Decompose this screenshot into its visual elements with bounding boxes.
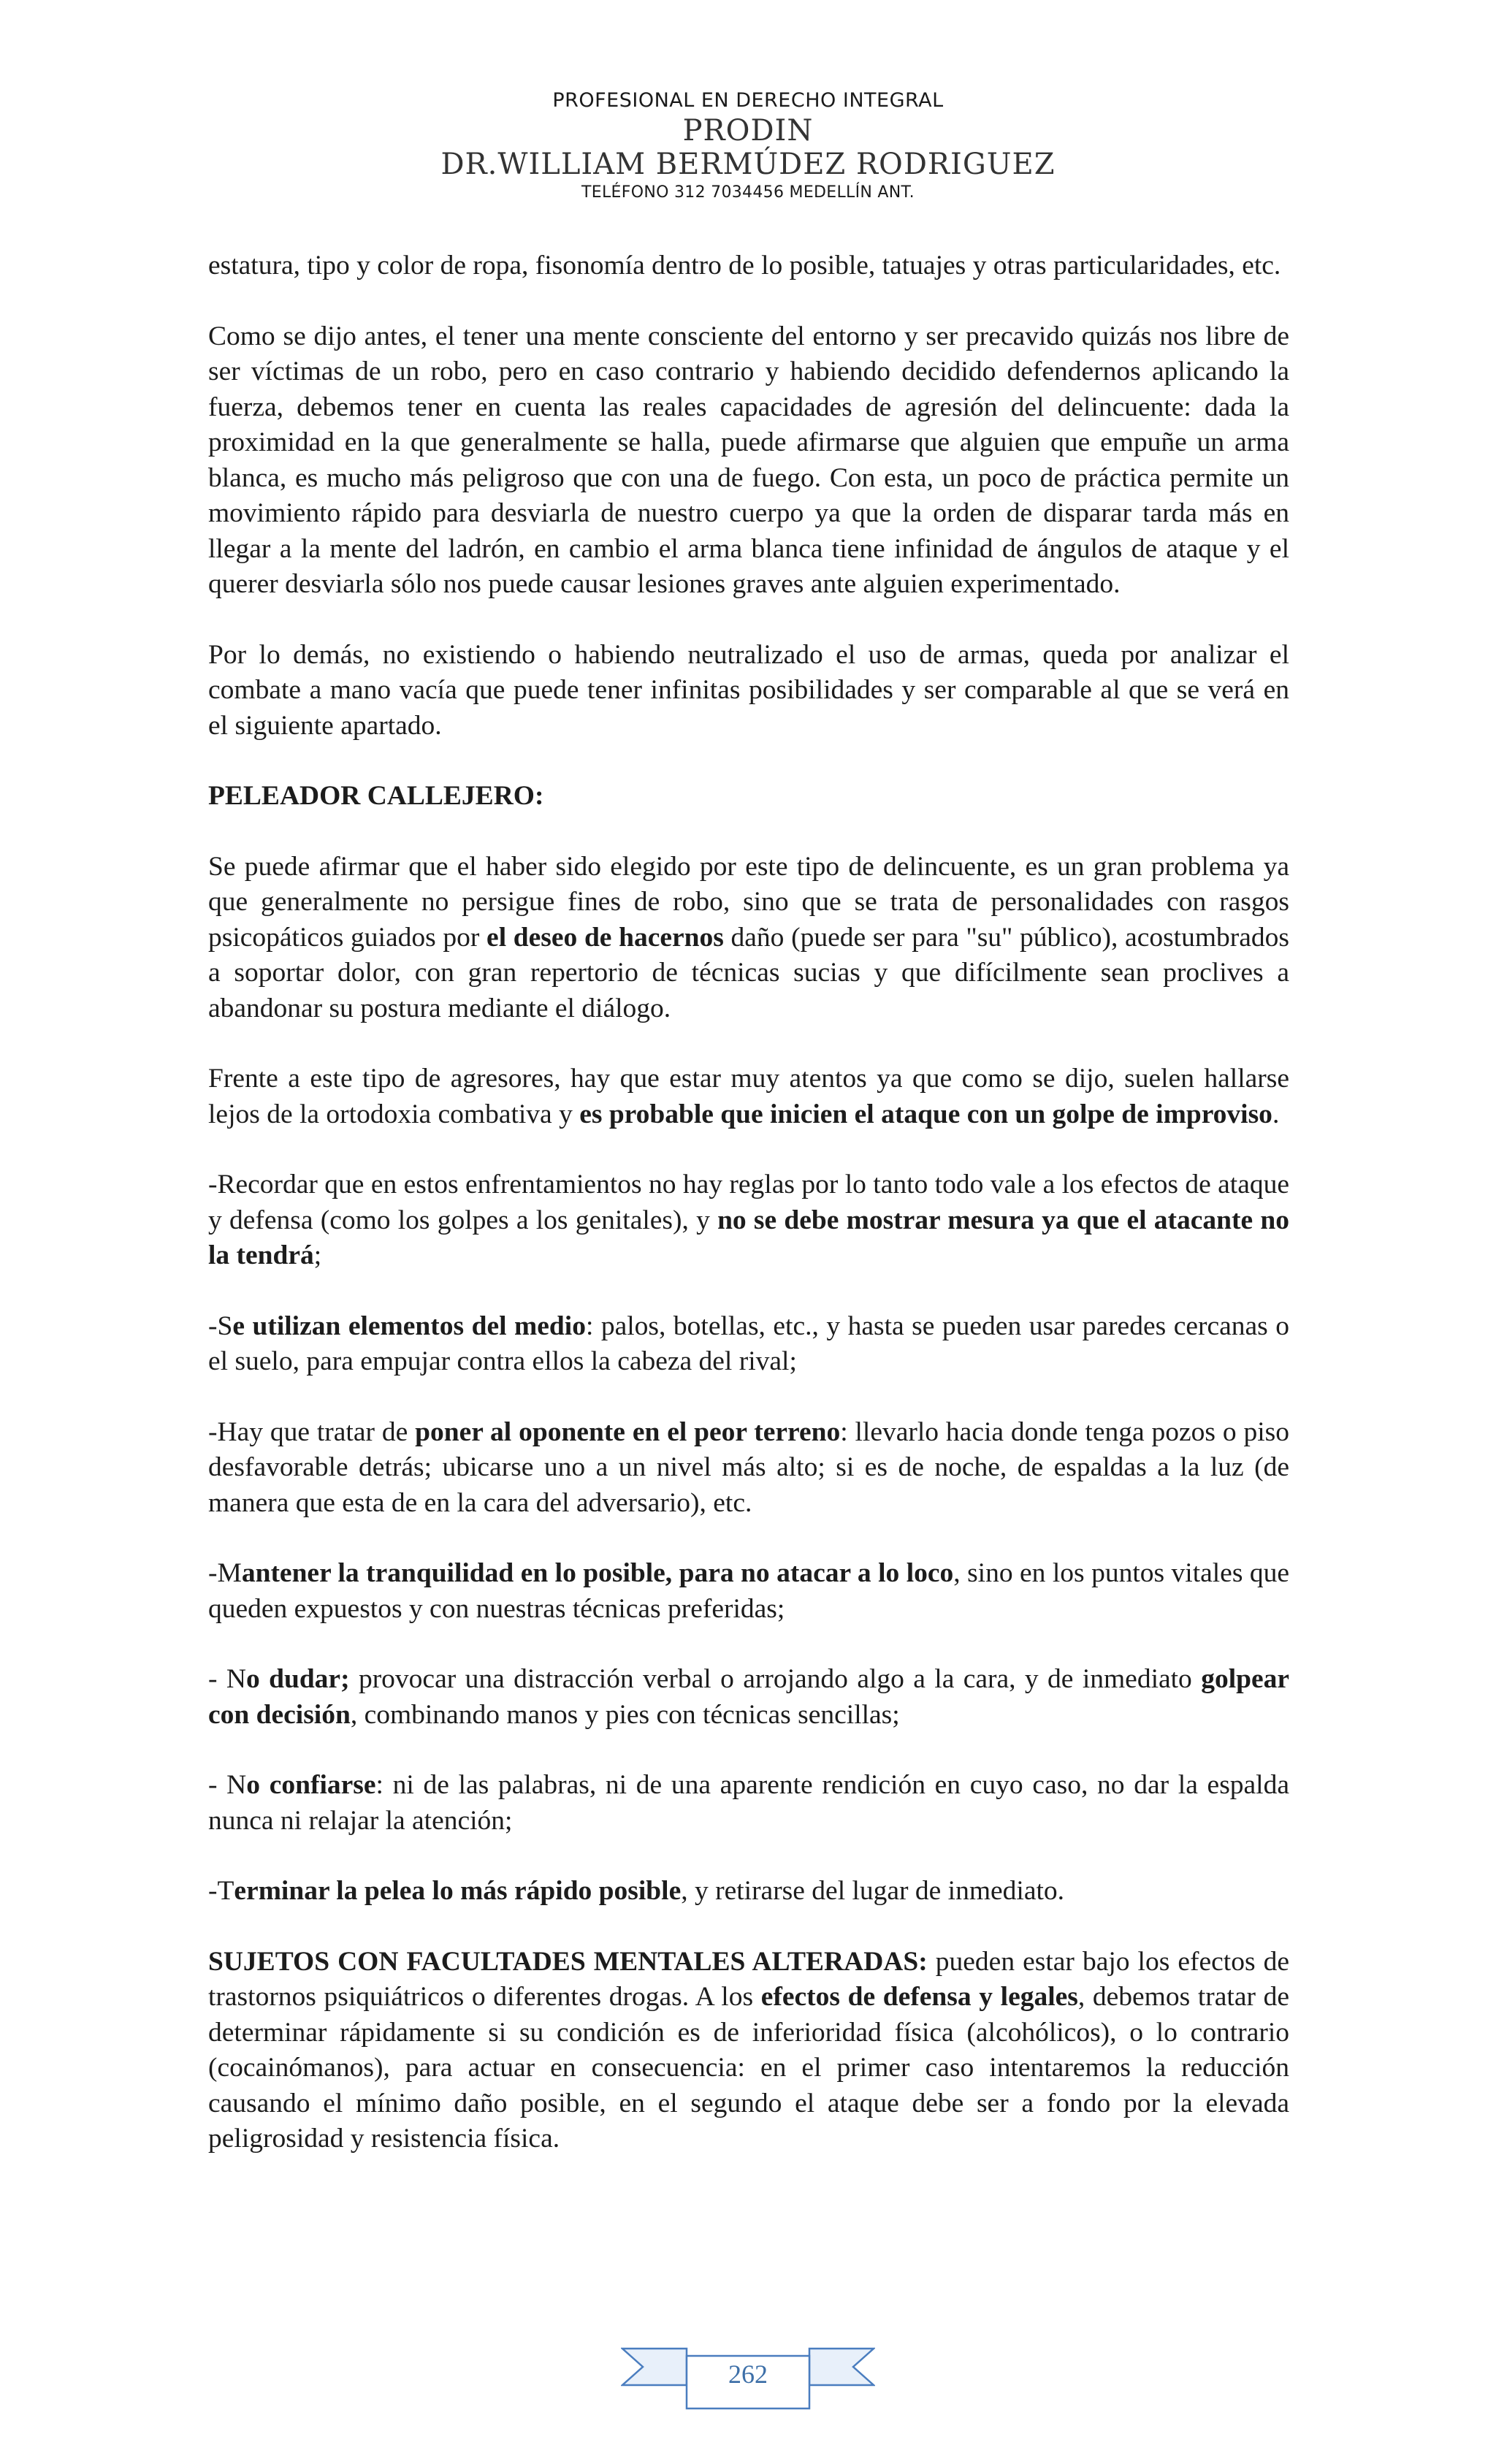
p4-text: Se puede afirmar que el haber sido elegido por este tipo de delincuente, es un gran problema ya que generalmente no persigue fines de robo, sino que se trata de personalidades con rasgos psicopáticos guiados por	[208, 851, 1289, 953]
p13-text-end: , debemos tratar de determinar rápidamente si su condición es de inferioridad física (alcohólicos), o lo contrario (cocainómanos), para actuar en consecuencia: en el primer caso intentaremos la reducción causando el mínimo daño posible, en el segundo el ataque debe ser a fondo por la elevada peligrosidad y resistencia física.	[208, 1982, 1289, 2154]
paragraph-11	[208, 1768, 1289, 1839]
p8-text: -Hay que tratar de	[208, 1416, 416, 1447]
p7-bold: e utilizan elementos del medio	[232, 1311, 586, 1341]
paragraph-3: Por lo demás, no existiendo o habiendo neutralizado el uso de armas, queda por analizar el combate a mano vacía que puede tener infinitas posibilidades y ser comparable al que se verá en el siguiente apartado.	[208, 639, 1289, 741]
document-body	[208, 248, 1289, 2192]
p13-bold-heading: SUJETOS CON FACULTADES MENTALES ALTERADAS:	[208, 1946, 928, 1977]
paragraph-6	[208, 1167, 1289, 1274]
p8-bold: poner al oponente en el peor terreno	[415, 1416, 841, 1447]
paragraph-2: Como se dijo antes, el tener una mente consciente del entorno y ser precavido quizás nos libre de ser víctimas de un robo, pero en caso contrario y habiendo decidido defendernos aplicando la fuerza, debemos tener en cuenta las reales capacidades de agresión del delincuente: dada la proximidad en la que generalmente se halla, puede afirmarse que alguien que empuñe un arma blanca, es mucho más peligroso que con una de fuego. Con esta, un poco de práctica permite un movimiento rápido para desviarla de nuestro cuerpo ya que la orden de disparar tarda más en llegar a la mente del ladrón, en cambio el arma blanca tiene infinidad de ángulos de ataque y el querer desviarla sólo nos puede causar lesiones graves ante alguien experimentado.	[208, 321, 1289, 599]
p6-text-end: ;	[313, 1240, 322, 1270]
p13-text: pueden estar bajo los efectos de trastornos psiquiátricos o diferentes drogas. A los	[208, 1946, 1289, 2012]
paragraph-5	[208, 1061, 1289, 1132]
paragraph-8	[208, 1415, 1289, 1522]
paragraph-1: estatura, tipo y color de ropa, fisonomía dentro de lo posible, tatuajes y otras particularidades, etc.	[208, 251, 1281, 281]
p4-text-end: daño (puede ser para "su" público), acostumbrados a soportar dolor, con gran repertorio de técnicas sucias y que difícilmente sean proclives a abandonar su postura mediante el diálogo.	[208, 922, 1289, 1023]
paragraph-10	[208, 1662, 1289, 1733]
paragraph-4	[208, 850, 1289, 1027]
p10-text: - N	[208, 1664, 246, 1694]
p6-bold: no se debe mostrar mesura ya que el atacante no la tendrá	[208, 1205, 1289, 1270]
p11-text: - N	[208, 1770, 247, 1800]
p9-text: -M	[208, 1558, 242, 1588]
section-heading-text: PELEADOR CALLEJERO:	[208, 781, 544, 811]
p5-text-end: .	[1272, 1099, 1280, 1129]
header-acronym: PRODIN	[682, 114, 814, 148]
header-author: DR.WILLIAM BERMÚDEZ RODRIGUEZ	[440, 148, 1056, 181]
p7-text: -S	[208, 1311, 233, 1341]
paragraph-12	[208, 1874, 1289, 1910]
paragraph-13	[208, 1945, 1289, 2157]
p9-text-end: , sino en los puntos vitales que queden expuestos y con nuestras técnicas preferidas;	[208, 1558, 1290, 1624]
header-phone: TELÉFONO 312 7034456 MEDELLÍN ANT.	[581, 183, 915, 202]
section-heading	[208, 779, 1289, 815]
p12-bold: erminar la pelea lo más rápido posible	[234, 1876, 682, 1906]
page-number-ribbon	[621, 2341, 875, 2414]
p9-bold: antener la tranquilidad en lo posible, para no atacar a lo loco	[241, 1558, 954, 1588]
p5-text: Frente a este tipo de agresores, hay que estar muy atentos ya que como se dijo, suelen hallarse lejos de la ortodoxia combativa y	[208, 1064, 1289, 1129]
p12-text-end: , y retirarse del lugar de inmediato.	[681, 1876, 1065, 1906]
page-number: 262	[728, 2360, 768, 2389]
p10-text-mid: provocar una distracción verbal o arrojando algo a la cara, y de inmediato	[349, 1664, 1202, 1694]
p11-bold: o confiarse	[246, 1770, 376, 1800]
page-header	[0, 88, 1496, 205]
p10-bold-2: golpear con decisión	[208, 1664, 1290, 1730]
p13-bold: efectos de defensa y legales	[760, 1982, 1078, 2012]
p7-text-end: : palos, botellas, etc., y hasta se pueden usar paredes cercanas o el suelo, para empujar contra ellos la cabeza del rival;	[208, 1311, 1289, 1376]
paragraph-9	[208, 1556, 1289, 1627]
paragraph-7	[208, 1309, 1289, 1380]
p4-bold: el deseo de hacernos	[486, 922, 724, 953]
p8-text-end: : llevarlo hacia donde tenga pozos o piso desfavorable detrás; ubicarse uno a un nivel más alto; si es de noche, de espaldas a la luz (de manera que esta de en la cara del adversario), etc.	[208, 1416, 1289, 1518]
p6-text: -Recordar que en estos enfrentamientos no hay reglas por lo tanto todo vale a los efectos de ataque y defensa (como los golpes a los genitales), y	[208, 1170, 1289, 1235]
p5-bold: es probable que inicien el ataque con un golpe de improviso	[579, 1099, 1272, 1129]
header-firm-name: PROFESIONAL EN DERECHO INTEGRAL	[552, 89, 944, 112]
p10-text-end: , combinando manos y pies con técnicas sencillas;	[350, 1699, 900, 1730]
p10-bold: o dudar;	[245, 1664, 350, 1694]
p11-text-end: : ni de las palabras, ni de una aparente rendición en cuyo caso, no dar la espalda nunca ni relajar la atención;	[208, 1770, 1289, 1836]
p12-text: -T	[208, 1876, 234, 1906]
